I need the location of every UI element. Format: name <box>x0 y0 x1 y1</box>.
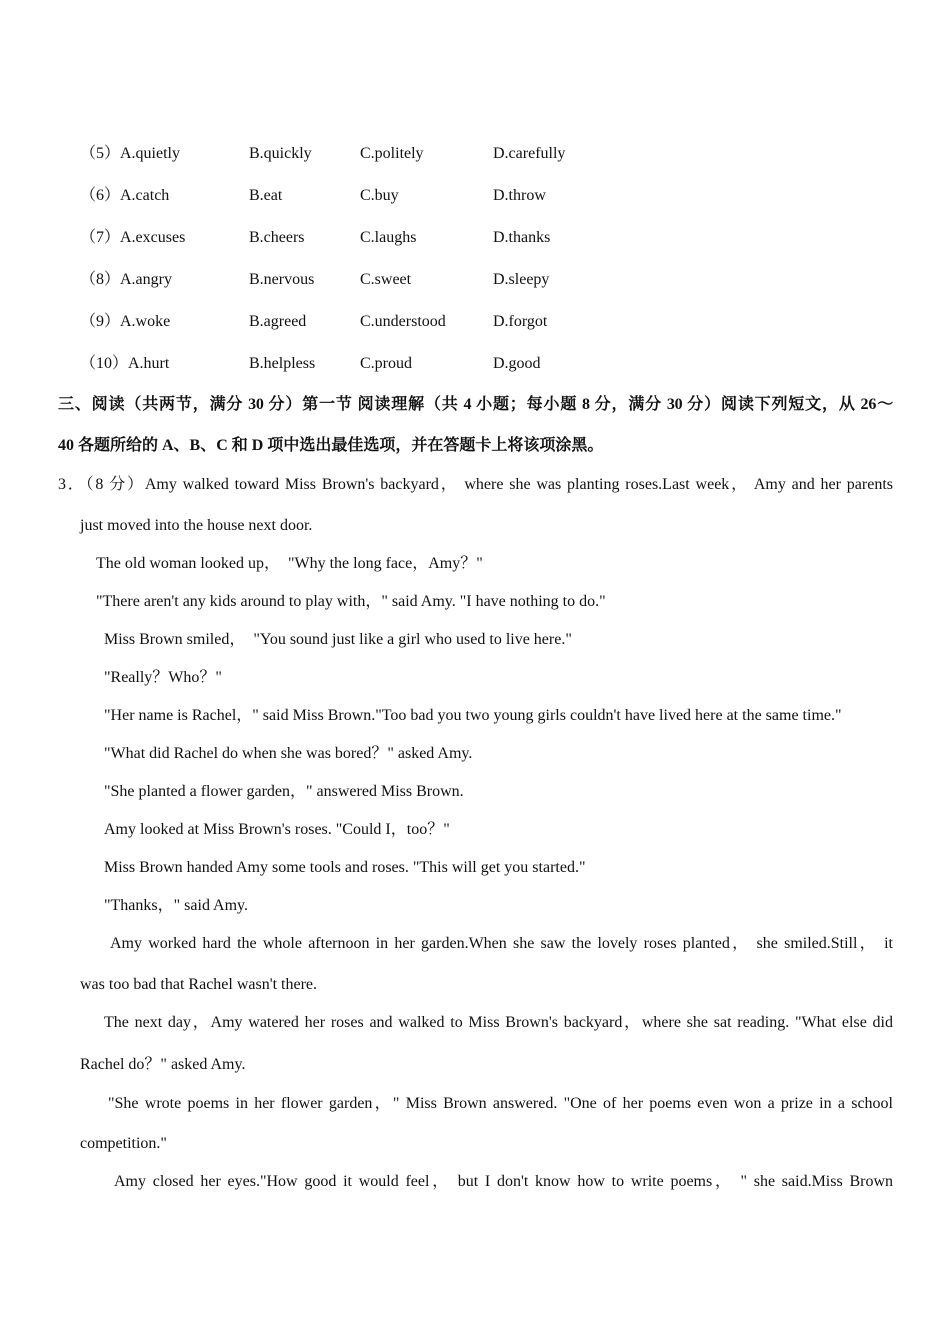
passage-line: "She wrote poems in her flower garden，" Miss Brown answered. "One of her poems even won a prize in a school <box>108 1095 893 1112</box>
passage-line: just moved into the house next door. <box>80 517 313 534</box>
option-c: C.sweet <box>360 271 412 288</box>
option-a: （7）A.excuses <box>80 229 186 246</box>
option-c: C.understood <box>360 313 446 330</box>
passage-line: Miss Brown handed Amy some tools and roses. "This will get you started." <box>104 859 586 876</box>
passage-line: Rachel do？" asked Amy. <box>80 1056 246 1073</box>
passage-line: Amy closed her eyes."How good it would feel， but I don't know how to write poems， " she said.Miss Brown <box>114 1173 893 1190</box>
passage-line: The next day，Amy watered her roses and walked to Miss Brown's backyard，where she sat reading. "What else did <box>104 1014 893 1031</box>
option-c: C.laughs <box>360 229 417 246</box>
option-row <box>0 353 950 375</box>
question-stem: 3．（8 分）Amy walked toward Miss Brown's backyard， where she was planting roses.Last week， Amy and her parents <box>58 476 893 493</box>
passage-line: "What did Rachel do when she was bored？" asked Amy. <box>104 745 473 762</box>
passage-line: "There aren't any kids around to play with，" said Amy. "I have nothing to do." <box>96 593 606 610</box>
option-row <box>0 185 950 207</box>
option-b: B.agreed <box>249 313 307 330</box>
option-c: C.buy <box>360 187 399 204</box>
option-row <box>0 143 950 165</box>
option-d: D.good <box>493 355 541 372</box>
option-a: （6）A.catch <box>80 187 170 204</box>
option-b: B.eat <box>249 187 283 204</box>
option-c: C.politely <box>360 145 424 162</box>
option-a: （9）A.woke <box>80 313 171 330</box>
option-a: （8）A.angry <box>80 271 172 288</box>
option-a: （10）A.hurt <box>80 355 170 372</box>
option-row <box>0 269 950 291</box>
passage-line: Amy looked at Miss Brown's roses. "Could I，too？" <box>104 821 450 838</box>
section-heading-line: 40 各题所给的 A、B、C 和 D 项中选出最佳选项，并在答题卡上将该项涂黑。 <box>58 437 604 454</box>
option-d: D.sleepy <box>493 271 550 288</box>
passage-line: "Thanks，" said Amy. <box>104 897 249 914</box>
option-row <box>0 311 950 333</box>
passage-line: was too bad that Rachel wasn't there. <box>80 976 318 993</box>
option-d: D.throw <box>493 187 546 204</box>
passage-line: Amy worked hard the whole afternoon in her garden.When she saw the lovely roses planted， she smiled.Still， it <box>110 935 893 952</box>
passage-line: Miss Brown smiled， "You sound just like a girl who used to live here." <box>104 631 572 648</box>
passage-line: "Really？Who？" <box>104 669 222 686</box>
option-d: D.forgot <box>493 313 548 330</box>
option-b: B.quickly <box>249 145 312 162</box>
option-d: D.thanks <box>493 229 551 246</box>
option-b: B.helpless <box>249 355 316 372</box>
option-d: D.carefully <box>493 145 566 162</box>
passage-line: The old woman looked up， "Why the long face，Amy？" <box>96 555 483 572</box>
section-heading-line: 三、阅读（共两节，满分 30 分）第一节 阅读理解（共 4 小题；每小题 8 分，满分 30 分）阅读下列短文，从 26～ <box>58 396 893 413</box>
option-a: （5）A.quietly <box>80 145 180 162</box>
passage-line: "She planted a flower garden，" answered Miss Brown. <box>104 783 464 800</box>
option-b: B.nervous <box>249 271 315 288</box>
passage-line: competition." <box>80 1135 167 1152</box>
option-b: B.cheers <box>249 229 305 246</box>
option-c: C.proud <box>360 355 412 372</box>
passage-line: "Her name is Rachel，" said Miss Brown."Too bad you two young girls couldn't have lived here at the same time." <box>104 707 842 724</box>
option-row <box>0 227 950 249</box>
